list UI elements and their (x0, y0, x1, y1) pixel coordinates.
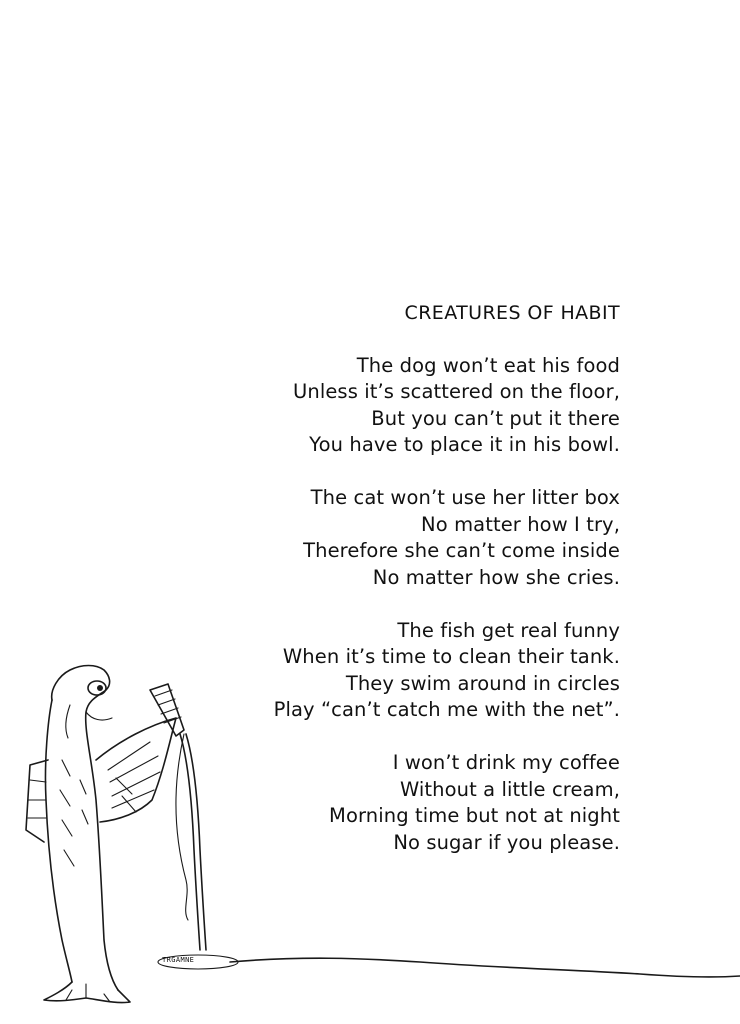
stanza-2 (200, 485, 620, 591)
poem-line: Play “can’t catch me with the net”. (273, 698, 620, 721)
ground-line (230, 958, 740, 977)
poem-line: You have to place it in his bowl. (309, 433, 620, 456)
stanza-4 (200, 750, 620, 856)
poem-line: I won’t drink my coffee (392, 751, 620, 774)
poem-line: When it’s time to clean their tank. (282, 645, 620, 668)
poem-line: But you can’t put it there (371, 406, 620, 430)
poem-line: Without a little cream, (399, 777, 620, 801)
poem-line: Therefore she can’t come inside (303, 539, 620, 562)
fish-icon (26, 666, 176, 1003)
poem-line: Morning time but not at night (329, 804, 620, 827)
poem-line: No matter how she cries. (372, 565, 620, 589)
stanza-1 (200, 353, 620, 459)
signature-text: TRGAMNE (162, 956, 195, 964)
poem-line: The dog won’t eat his food (356, 353, 620, 377)
poem-line: The cat won’t use her litter box (310, 486, 620, 509)
poem-title: CREATURES OF HABIT (404, 302, 620, 324)
poem-line: No sugar if you please. (393, 830, 620, 854)
poem-line: They swim around in circles (345, 671, 620, 695)
poem-line: No matter how I try, (421, 512, 620, 536)
poem-line: The fish get real funny (397, 618, 620, 642)
poem (200, 300, 620, 856)
stanza-3 (200, 618, 620, 724)
poem-line: Unless it’s scattered on the floor, (292, 380, 620, 403)
